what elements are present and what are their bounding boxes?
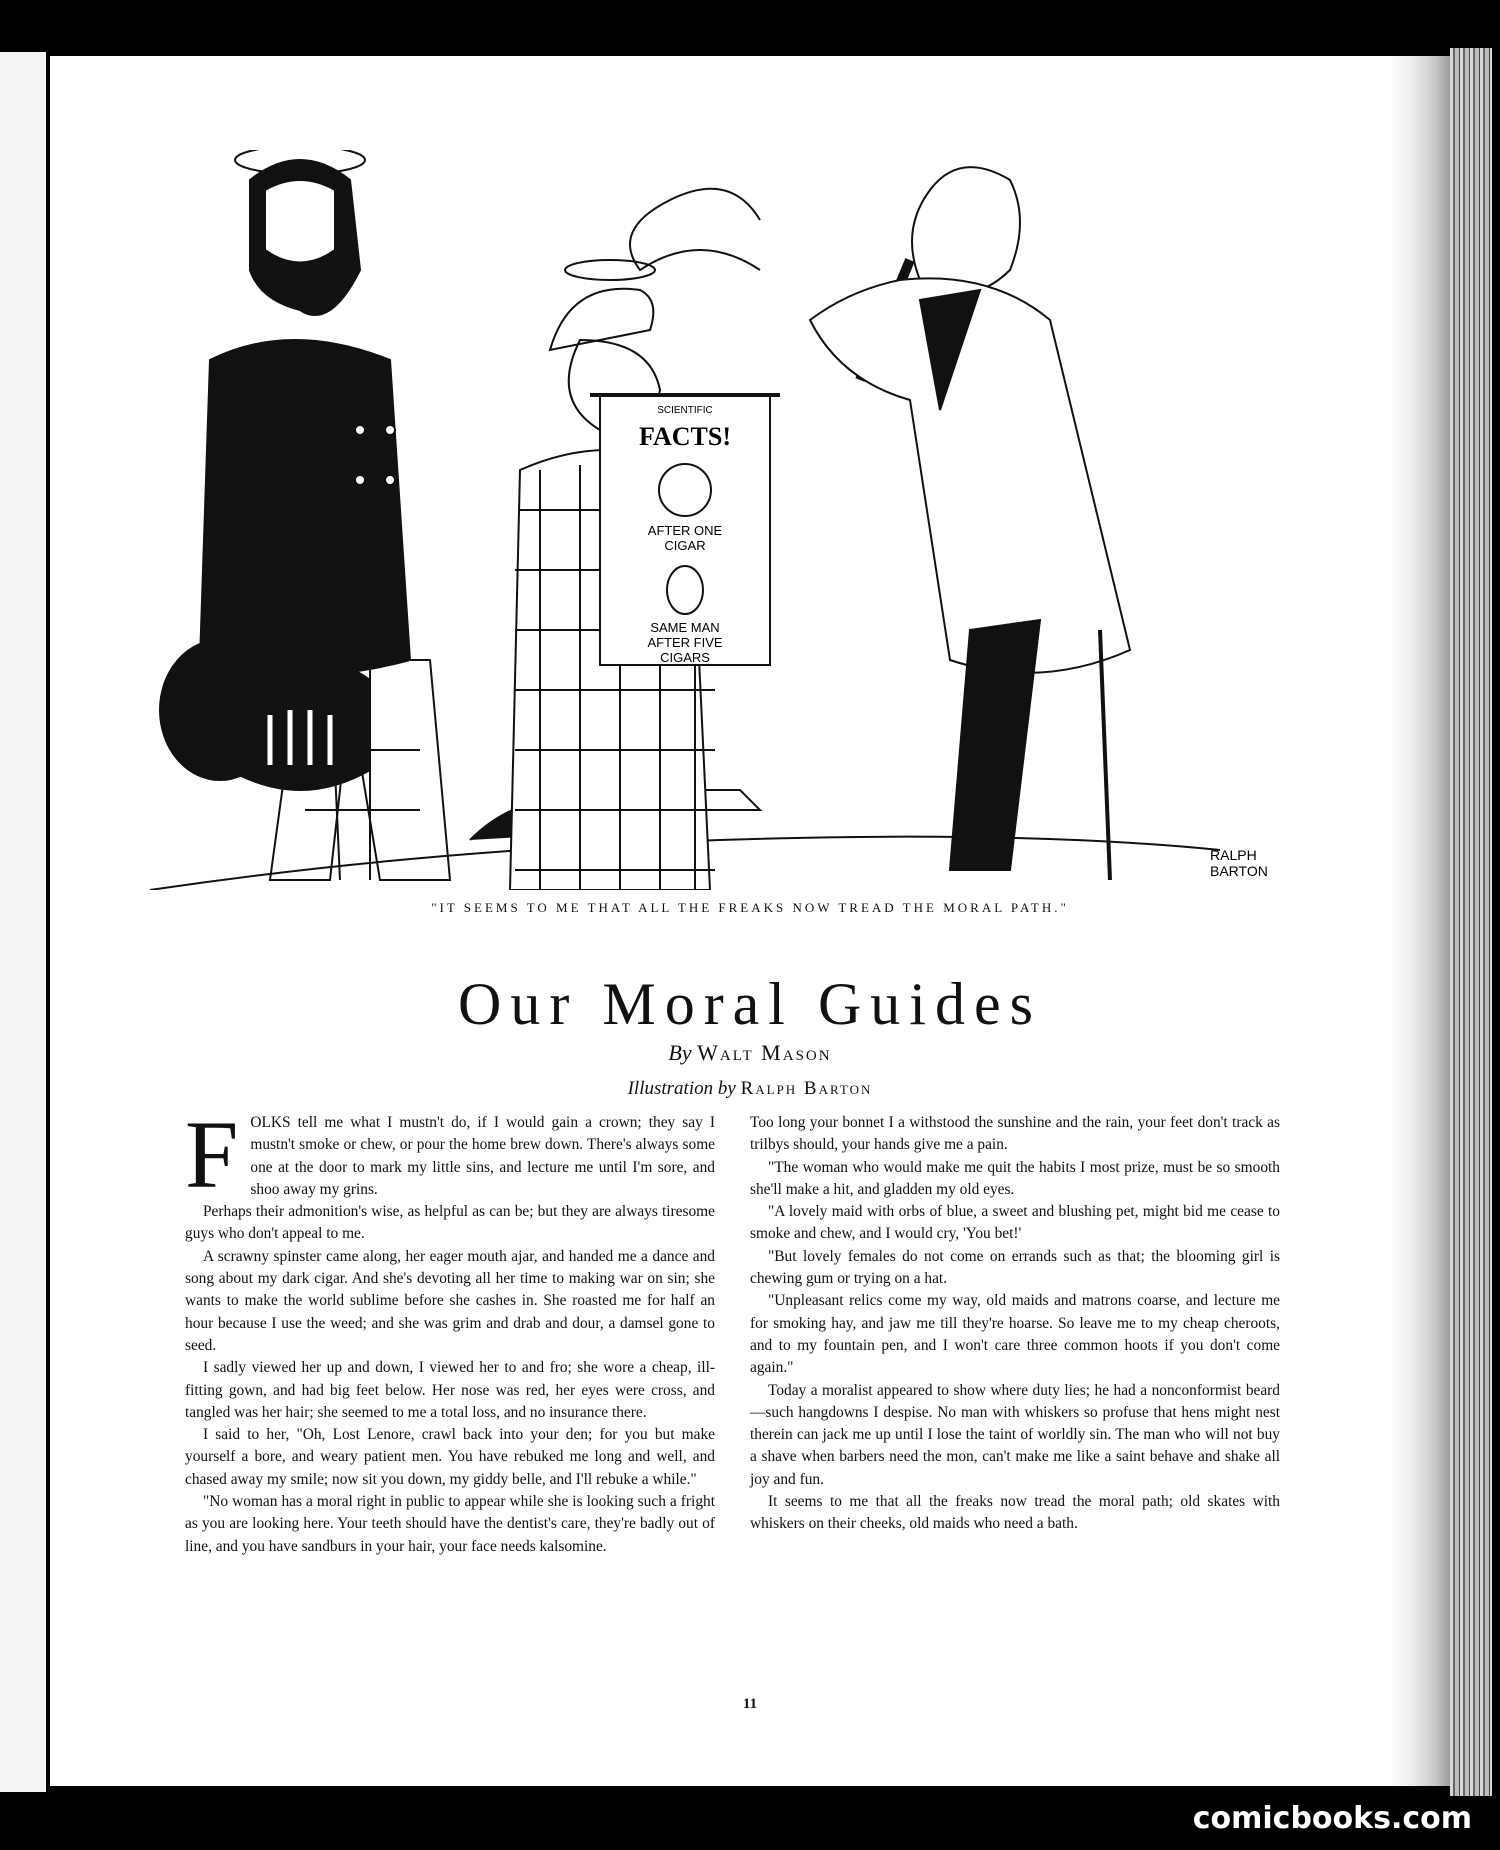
article-paragraph: "A lovely maid with orbs of blue, a sweet and blushing pet, might bid me cease to smoke and chew, and I would cry, 'You bet!' (750, 1203, 1280, 1243)
article-paragraph: I sadly viewed her up and down, I viewed her to and fro; she wore a cheap, ill-fitting gown, and had big feet below. Her nose was red, her eyes were cross, and tangled was her hair; she seemed to me a total loss, and no insurance there. (185, 1359, 715, 1421)
illustration-credit (0, 1078, 1500, 1100)
drop-cap: F (185, 1101, 239, 1208)
article-paragraph: Today a moralist appeared to show where duty lies; he had a nonconformist beard—such hangdowns I despise. No man with whiskers so profuse that hens might nest therein can jack me up until I lose the taint of worldly sin. The man who will not buy a shave when barbers need the mon, can't make me like a saint behave and shake all joy and fun. (750, 1381, 1280, 1488)
illustrator-name: Ralph Barton (740, 1078, 873, 1099)
byline (0, 1040, 1500, 1066)
banner-line1a: AFTER ONE (647, 523, 723, 538)
banner-heading: FACTS! (639, 422, 731, 451)
article-title: Our Moral Guides (458, 971, 1042, 1037)
illustration-credit-prefix: Illustration by (627, 1078, 736, 1099)
page-number: 11 (742, 1696, 758, 1712)
article-paragraph: It seems to me that all the freaks now tread the moral path; old skates with whiskers on their cheeks, old maids who need a bath. (750, 1493, 1280, 1533)
author-name: Walt Mason (697, 1040, 832, 1065)
banner-small-heading: SCIENTIFIC (657, 405, 713, 416)
banner-line2a: SAME MAN (650, 620, 720, 635)
paragraph-text: OLKS tell me what I mustn't do, if I would gain a crown; they say I mustn't smoke or chew, or pour the home brew down. There's always some one at the door to mark my little sins, and lecture me until I'm sore, and shoo away my grins. (250, 1114, 715, 1198)
site-watermark: comicbooks.com (1192, 1801, 1472, 1836)
article-paragraph: A scrawny spinster came along, her eager mouth ajar, and handed me a dance and song about my dark cigar. And she's devoting all her time to making war on sin; she wants to make the world sublime before she cashes in. She roasted me for half an hour because I use the weed; and she was grim and drab and dour, a damsel gone to seed. (185, 1247, 715, 1354)
banner-line1b: CIGAR (664, 538, 706, 553)
article-column-right (750, 1112, 1280, 1536)
article-paragraph: I said to her, "Oh, Lost Lenore, crawl back into your den; for you but make yourself a bore, and weary patient men. You have rebuked me long and well, and chased away my smile; now sit you down, my giddy belle, and I'll rebuke a while." (185, 1426, 715, 1488)
article-paragraph: "Unpleasant relics come my way, old maids and matrons coarse, and lecture me for smoking hay, and jaw me till they're hoarse. So leave me to my cheap cheroots, and to my fountain pen, and I won't care three common hoots if you don't come again." (750, 1292, 1280, 1377)
article-column-left (185, 1101, 715, 1558)
byline-prefix: By (668, 1040, 692, 1065)
article-paragraph: "No woman has a moral right in public to appear while she is looking such a fright as you are looking here. Your teeth should have the dentist's care, they're badly out of line, and you have sandburs in your hair, your face needs kalsomine. (185, 1493, 715, 1555)
artist-signature-line1: RALPH (1210, 847, 1257, 863)
cartoon-illustration (120, 150, 1300, 890)
banner-line2c: CIGARS (660, 650, 710, 665)
spine-shadow (1390, 56, 1450, 1786)
previous-page-edge (0, 52, 46, 1792)
page-stack-edge (1450, 48, 1492, 1796)
article-paragraph: "The woman who would make me quit the habits I most prize, must be so smooth she'll make a hit, and gladden my old eyes. (750, 1158, 1280, 1198)
article-paragraph: Too long your bonnet I a withstood the sunshine and the rain, your feet don't track as trilbys should, your hands give me a pain. (750, 1114, 1280, 1154)
artist-signature-line2: BARTON (1210, 863, 1268, 879)
article-paragraph: "But lovely females do not come on errands such as that; the blooming girl is chewing gum or trying on a hat. (750, 1247, 1280, 1288)
illustration-caption: "IT SEEMS TO ME THAT ALL THE FREAKS NOW TREAD THE MORAL PATH." (431, 900, 1069, 915)
article-paragraph: Perhaps their admonition's wise, as helpful as can be; but they are always tiresome guys who don't appeal to me. (185, 1203, 715, 1243)
banner-line2b: AFTER FIVE (647, 635, 723, 650)
article-paragraph (185, 1101, 715, 1208)
